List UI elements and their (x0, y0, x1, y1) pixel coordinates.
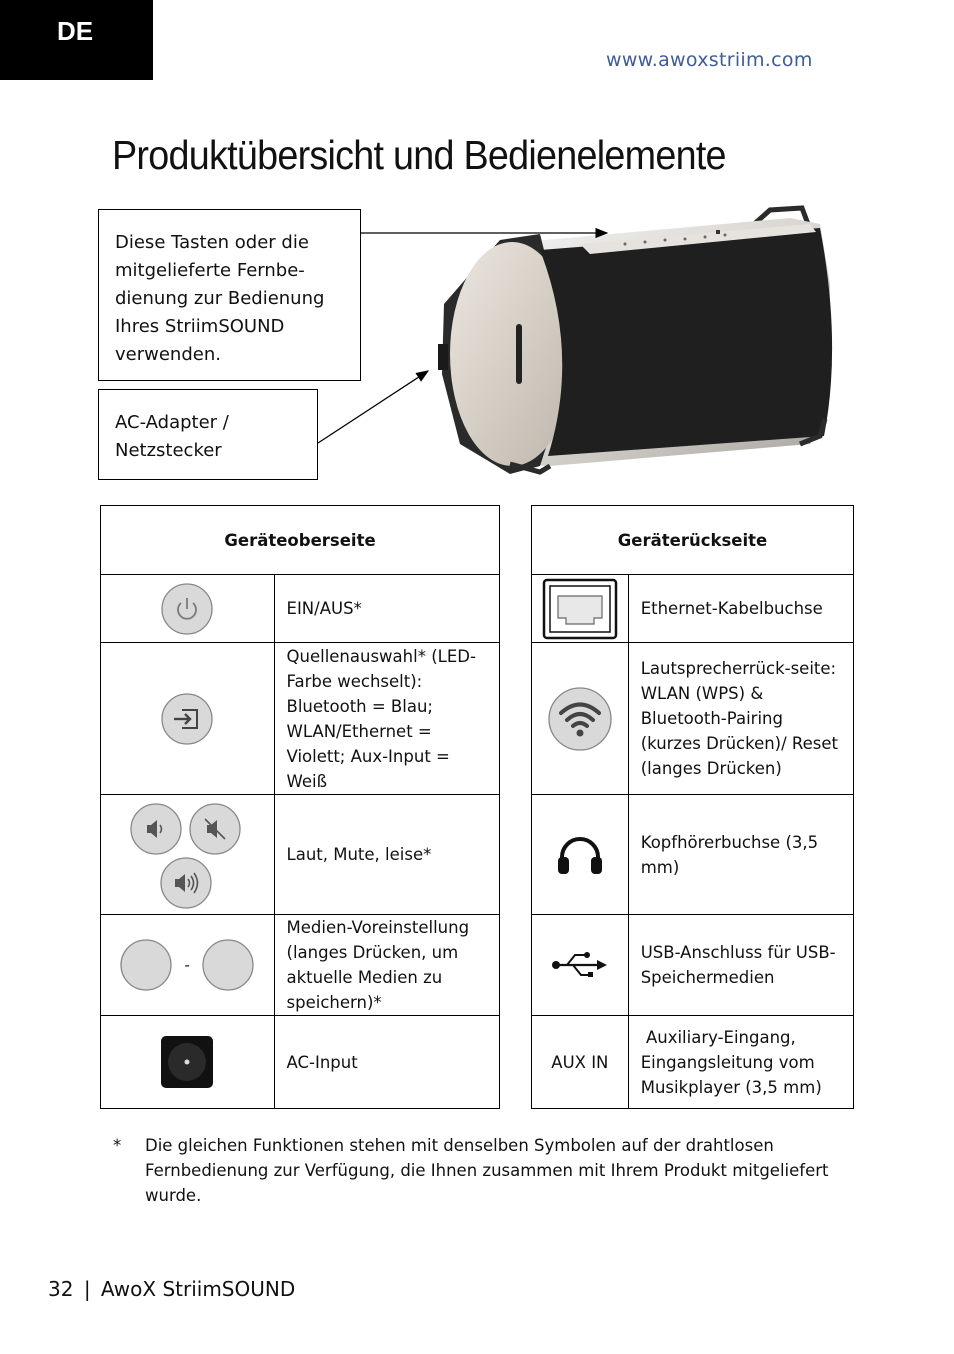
description-cell (274, 915, 499, 1016)
icon-cell (101, 915, 275, 1016)
top-controls-table (100, 505, 500, 1109)
table-row (101, 795, 500, 915)
description-cell (628, 643, 853, 795)
page-number: 32 (48, 1277, 74, 1301)
description-text: speichern)* (286, 993, 382, 1012)
table-header: Geräteoberseite (101, 506, 500, 575)
callout-line: Ihres StriimSOUND (115, 316, 285, 337)
description-text: EIN/AUS* (286, 599, 362, 618)
description-text: Bluetooth-Pairing (640, 709, 783, 728)
page-title: Produktübersicht und Bedienelemente (112, 132, 726, 178)
icon-cell (532, 795, 629, 915)
table-row (532, 915, 854, 1016)
description-cell (628, 915, 853, 1016)
description-text: Violett; Aux-Input = (286, 746, 450, 766)
source-input-icon (160, 692, 214, 746)
table-row (101, 1016, 500, 1109)
table-header: Geräterückseite (532, 506, 854, 575)
description-text: WLAN (WPS) & (640, 684, 764, 703)
icon-cell (101, 643, 275, 795)
callout-line: Diese Tasten oder die (115, 232, 309, 253)
icon-cell (532, 643, 629, 795)
footnote-line: wurde. (145, 1186, 202, 1205)
usb-icon (551, 950, 609, 980)
description-cell (274, 1016, 499, 1109)
language-label: DE (57, 16, 94, 46)
description-text: (kurzes Drücken)/ Reset (640, 734, 839, 753)
page-footer (48, 1277, 295, 1301)
description-text: Speichermedien (640, 968, 775, 987)
description-text: Quellenauswahl* (LED- (286, 646, 476, 666)
description-text: mm) (640, 857, 680, 877)
description-cell (274, 643, 499, 795)
icon-cell (532, 575, 629, 643)
wifi-button-icon (547, 686, 613, 752)
description-text: Ethernet-Kabelbuchse (640, 599, 823, 618)
callout-line: dienung zur Bedienung (115, 288, 325, 309)
mute-icon (190, 804, 240, 854)
description-text: Weiß (286, 771, 327, 791)
footnote-line: Fernbedienung zur Verfügung, die Ihnen zusammen mit Ihrem Produkt mitgeliefert (145, 1161, 829, 1180)
preset-button-icon (119, 938, 173, 992)
description-cell (274, 795, 499, 915)
description-text: Eingangsleitung vom (640, 1052, 815, 1072)
aux-in-label: AUX IN (532, 1016, 629, 1109)
arrow-to-ac-adapter (318, 371, 428, 443)
description-text: aktuelle Medien zu (286, 968, 443, 987)
table-row (532, 1016, 854, 1109)
ac-input-icon (160, 1035, 214, 1089)
callout-line: AC-Adapter / (115, 412, 229, 433)
footer-separator: | (83, 1277, 91, 1301)
description-text: USB-Anschluss für USB- (640, 943, 836, 962)
volume-up-icon (161, 858, 211, 908)
description-text: Musikplayer (3,5 mm) (640, 1077, 822, 1097)
power-icon (160, 582, 214, 636)
table-row (101, 915, 500, 1016)
ethernet-port-icon (542, 578, 618, 640)
description-text: AC-Input (286, 1052, 358, 1072)
preset-separator: - (184, 956, 190, 974)
icon-cell (101, 1016, 275, 1109)
description-text: Bluetooth = Blau; (286, 696, 433, 716)
callout-line: Netzstecker (115, 440, 222, 461)
table-row (101, 575, 500, 643)
description-cell (628, 575, 853, 643)
footnote-line: Die gleichen Funktionen stehen mit denselben Symbolen auf der drahtlosen (145, 1136, 774, 1155)
volume-icons (129, 799, 245, 911)
description-text: Laut, Mute, leise* (286, 845, 432, 864)
description-text: (langes Drücken) (640, 759, 782, 778)
table-row (532, 575, 854, 643)
icon-cell (532, 915, 629, 1016)
description-cell (628, 1016, 853, 1109)
description-text: WLAN/Ethernet = (286, 721, 432, 741)
preset-button-icon (201, 938, 255, 992)
callout-line: mitgelieferte Fernbe- (115, 260, 305, 281)
icon-cell (101, 575, 275, 643)
description-text: Auxiliary-Eingang, (640, 1027, 796, 1047)
description-text: (langes Drücken, um (286, 943, 459, 962)
icon-cell (101, 795, 275, 915)
callout-arrows (0, 0, 954, 500)
description-cell (274, 575, 499, 643)
callout-line: verwenden. (115, 344, 221, 365)
description-text: Kopfhörerbuchse (3,5 (640, 832, 819, 852)
back-panel-table (531, 505, 854, 1109)
footnote-text (145, 1133, 850, 1208)
table-row (532, 643, 854, 795)
description-text: Farbe wechselt): (286, 671, 423, 691)
description-text: Medien-Voreinstellung (286, 918, 470, 937)
table-row (532, 795, 854, 915)
footnote-mark: * (113, 1136, 122, 1155)
table-row (101, 643, 500, 795)
description-text: Lautsprecherrück-seite: (640, 659, 837, 678)
product-name: AwoX StriimSOUND (100, 1277, 296, 1301)
description-cell (628, 795, 853, 915)
website-url[interactable]: www.awoxstriim.com (606, 49, 813, 71)
volume-down-icon (131, 804, 181, 854)
headphones-icon (556, 835, 604, 875)
